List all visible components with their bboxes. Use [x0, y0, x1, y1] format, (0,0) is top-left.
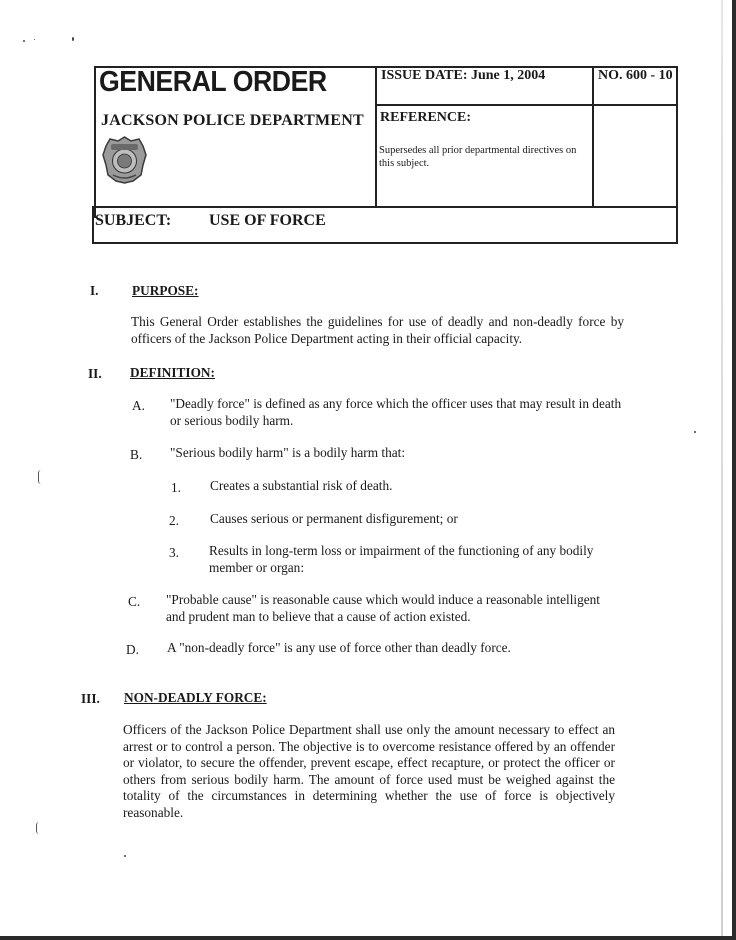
- sub-item-number: 1.: [171, 480, 181, 495]
- scan-speck: [36, 822, 39, 834]
- scan-speck: [34, 39, 35, 40]
- section-heading: PURPOSE:: [132, 283, 199, 298]
- list-item-text: "Probable cause" is reasonable cause which would induce a reasonable intelligent and prudent man to believe that a cause of action existed.: [166, 592, 600, 624]
- subject-border: [676, 206, 678, 244]
- sub-item-text: Causes serious or permanent disfigurement; or: [210, 511, 458, 526]
- section-body: This General Order establishes the guidelines for use of deadly and non-deadly force by officers of the Jackson Police Department acting in their official capacity.: [131, 314, 624, 346]
- header-border: [92, 206, 678, 208]
- issue-date: ISSUE DATE: June 1, 2004: [381, 68, 546, 83]
- reference-label: REFERENCE:: [380, 110, 472, 125]
- list-item-text: "Serious bodily harm" is a bodily harm that:: [170, 445, 406, 460]
- scan-edge-streak: [721, 0, 723, 936]
- section-numeral: III.: [81, 691, 100, 706]
- reference-text: Supersedes all prior departmental directives on this subject.: [379, 145, 577, 169]
- subject-label: SUBJECT:: [95, 212, 172, 229]
- list-item-letter: A.: [132, 398, 145, 413]
- list-item-text: A "non-deadly force" is any use of force other than deadly force.: [167, 640, 511, 655]
- scan-speck: [72, 37, 74, 41]
- header-border: [676, 66, 678, 208]
- scan-speck: [694, 431, 696, 433]
- order-number: NO. 600 - 10: [598, 68, 673, 83]
- document-title: GENERAL ORDER: [99, 66, 327, 98]
- list-item-letter: C.: [128, 594, 141, 609]
- police-badge-icon: [101, 135, 148, 184]
- subject-value: USE OF FORCE: [209, 212, 326, 229]
- sub-item-text: Results in long-term loss or impairment of the functioning of any bodily member or organ:: [209, 543, 594, 575]
- subject-border: [92, 242, 678, 244]
- header-border: [592, 66, 594, 208]
- list-item-letter: B.: [130, 447, 143, 462]
- section-numeral: II.: [88, 366, 102, 381]
- sub-item-text: Creates a substantial risk of death.: [210, 478, 393, 493]
- list-item-text: "Deadly force" is defined as any force which the officer uses that may result in death or serious bodily harm.: [170, 396, 622, 428]
- scan-speck: [23, 40, 25, 42]
- sub-item-number: 3.: [169, 545, 179, 560]
- header-border: [375, 66, 377, 208]
- section-body: Officers of the Jackson Police Department shall use only the amount necessary to effect an arrest or to control a person. The objective is to overcome resistance offered by an offender or violator, to secure the offender, prevent escape, effect recapture, or protect the officer or others from serious bodily harm. The amount of force used must be weighed against the totality of the circumstances in determining whether the use of force is objectively reasonable.: [123, 722, 615, 820]
- scan-speck: [38, 470, 41, 484]
- scan-speck: [124, 855, 126, 857]
- header-border: [94, 66, 96, 218]
- section-heading: DEFINITION:: [130, 365, 215, 380]
- list-item-letter: D.: [126, 642, 139, 657]
- sub-item-number: 2.: [169, 513, 179, 528]
- header-border: [375, 104, 678, 106]
- subject-border: [92, 206, 94, 244]
- section-numeral: I.: [90, 283, 99, 298]
- section-heading: NON-DEADLY FORCE:: [124, 690, 267, 705]
- department-name: JACKSON POLICE DEPARTMENT: [101, 112, 364, 129]
